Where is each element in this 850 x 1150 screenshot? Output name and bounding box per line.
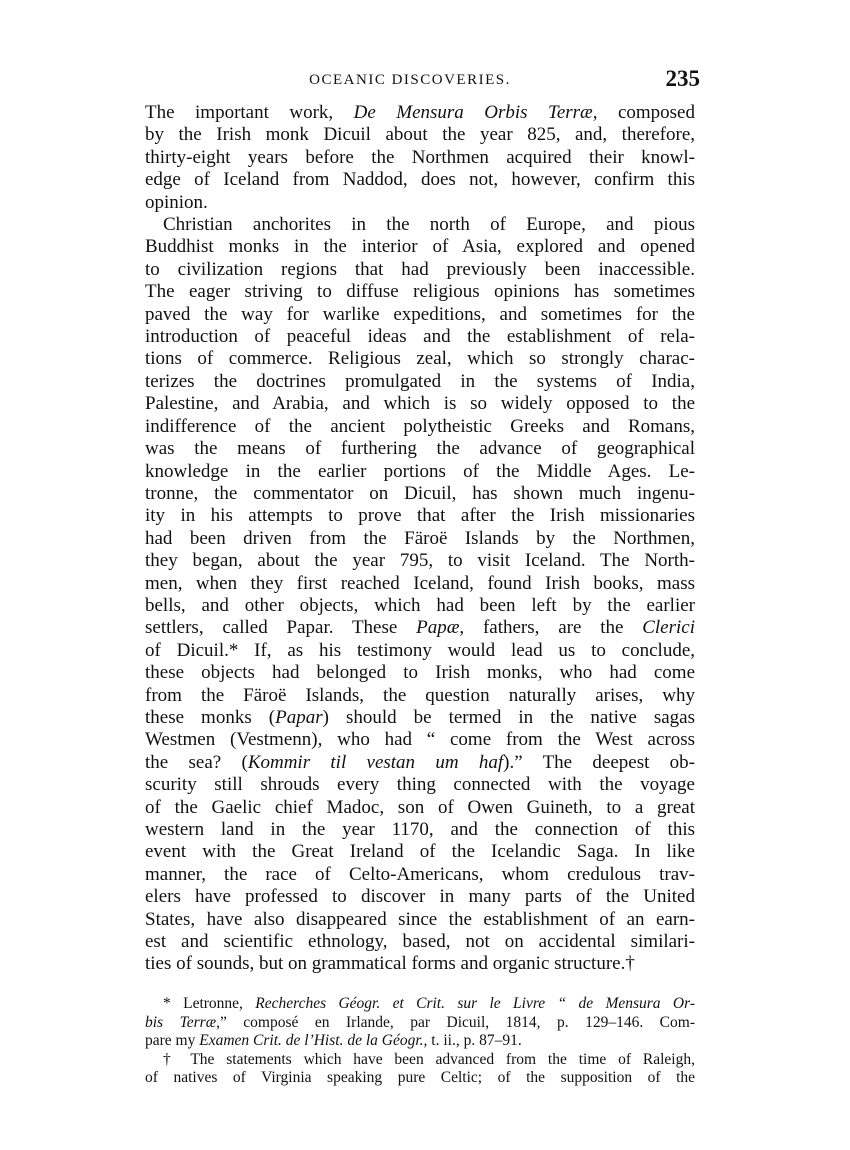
text-run: had been driven from the Färoë Islands by the Northmen, <box>145 527 695 549</box>
text-run: pare my <box>145 1032 200 1049</box>
body-line <box>145 685 695 707</box>
text-run: paved the way for warlike expeditions, and sometimes for the <box>145 303 695 325</box>
body-line <box>145 595 695 617</box>
body-line <box>145 752 695 774</box>
text-run: indifference of the ancient polytheistic Greeks and Romans, <box>145 415 695 437</box>
text-run: western land in the year 1170, and the connection of this <box>145 819 695 840</box>
body-line <box>145 124 695 146</box>
footnote-line <box>145 1014 695 1033</box>
running-title: OCEANIC DISCOVERIES. <box>309 72 511 88</box>
body-line <box>145 707 695 729</box>
text-run: knowledge in the earlier portions of the Middle Ages. Le- <box>145 460 695 482</box>
text-run: ties of sounds, but on grammatical forms and organic structure.† <box>145 953 635 975</box>
italic-text: De Mensura Orbis Terræ <box>353 102 593 123</box>
text-run: est and scientific ethnology, based, not on accidental similari- <box>145 931 695 953</box>
text-run: States, have also disappeared since the establishment of an earn- <box>145 908 695 930</box>
page-number: 235 <box>665 66 700 91</box>
body-line <box>145 102 695 124</box>
text-run: Westmen (Vestmenn), who had “ come from the West across <box>145 729 695 751</box>
text-run: The important work, <box>145 102 354 123</box>
body-line <box>145 259 695 281</box>
text-run: of the Gaelic chief Madoc, son of Owen Guineth, to a great <box>145 796 695 818</box>
text-run: the sea? ( <box>145 751 248 773</box>
italic-text: Clerici <box>642 617 695 639</box>
text-run: * Letronne, <box>163 995 256 1012</box>
italic-text: Papæ <box>416 617 460 639</box>
footnote-line <box>145 995 695 1014</box>
text-run: of natives of Virginia speaking pure Celtic; of the supposition of the <box>145 1069 695 1086</box>
text-run: bells, and other objects, which had been left by the earlier <box>145 594 695 616</box>
text-run: terizes the doctrines promulgated in the systems of India, <box>145 370 695 392</box>
body-line <box>145 214 695 236</box>
text-run: , t. ii., p. 87–91. <box>423 1032 522 1049</box>
body-line <box>145 617 695 639</box>
italic-text: Kommir til vestan um haf <box>247 751 504 773</box>
text-run: , composed <box>592 102 695 123</box>
text-run: Christian anchorites in the north of Europe, and pious <box>163 214 695 236</box>
body-line <box>145 528 695 550</box>
text-run: The eager striving to diffuse religious opinions has sometimes <box>145 281 695 303</box>
text-run: Palestine, and Arabia, and which is so widely opposed to the <box>145 393 695 415</box>
text-run: tronne, the commentator on Dicuil, has shown much ingenu- <box>145 482 695 504</box>
body-line <box>145 438 695 460</box>
text-run: was the means of furthering the advance of geographical <box>145 438 695 460</box>
text-run: opinion. <box>145 191 208 213</box>
body-line <box>145 886 695 908</box>
body-line <box>145 304 695 326</box>
footnote-line <box>145 1051 695 1070</box>
text-run: ).” The deepest ob- <box>503 751 695 773</box>
body-line <box>145 550 695 572</box>
body-line <box>145 864 695 886</box>
italic-text: Examen Crit. de l’Hist. de la Géogr. <box>199 1032 424 1049</box>
text-run: ity in his attempts to prove that after the Irish missionaries <box>145 505 695 527</box>
text-run: these monks ( <box>145 706 276 728</box>
footnote-line <box>145 1069 695 1088</box>
body-line <box>145 729 695 751</box>
text-run: Buddhist monks in the interior of Asia, explored and opened <box>145 236 695 258</box>
text-run: thirty-eight years before the Northmen acquired their knowl- <box>145 146 695 168</box>
text-run: settlers, called Papar. These <box>145 617 417 639</box>
text-run: men, when they first reached Iceland, found Irish books, mass <box>145 572 695 594</box>
body-line <box>145 640 695 662</box>
body-line <box>145 483 695 505</box>
body-text <box>145 102 695 976</box>
text-run: these objects had belonged to Irish monks, who had come <box>145 662 695 684</box>
body-line <box>145 841 695 863</box>
text-run: elers have professed to discover in many parts of the United <box>145 886 695 908</box>
body-line <box>145 797 695 819</box>
body-line <box>145 909 695 931</box>
body-line <box>145 505 695 527</box>
text-run: tions of commerce. Religious zeal, which so strongly charac- <box>145 348 695 370</box>
text-run: manner, the race of Celto-Americans, whom credulous trav- <box>145 863 695 885</box>
body-line <box>145 393 695 415</box>
body-line <box>145 416 695 438</box>
text-run: , fathers, are the <box>459 617 643 639</box>
footnote-line <box>145 1032 695 1051</box>
body-line <box>145 371 695 393</box>
text-run: scurity still shrouds every thing connected with the voyage <box>145 774 695 796</box>
text-run: to civilization regions that had previously been inaccessible. <box>145 258 695 280</box>
body-line <box>145 573 695 595</box>
body-line <box>145 348 695 370</box>
italic-text: bis Terræ <box>145 1013 217 1031</box>
text-run: † The statements which have been advanced from the time of Raleigh, <box>163 1050 695 1068</box>
body-line <box>145 774 695 796</box>
body-line <box>145 931 695 953</box>
body-line <box>145 326 695 348</box>
text-run: introduction of peaceful ideas and the establishment of rela- <box>145 326 695 348</box>
text-run: ,” composé en Irlande, par Dicuil, 1814, p. 129–146. Com- <box>216 1013 695 1031</box>
body-line <box>145 662 695 684</box>
text-run: edge of Iceland from Naddod, does not, however, confirm this <box>145 169 695 191</box>
text-run: of Dicuil.* If, as his testimony would lead us to conclude, <box>145 639 695 661</box>
running-head <box>120 66 700 96</box>
italic-text: Papar <box>275 706 323 728</box>
body-line <box>145 169 695 191</box>
italic-text: Recherches Géogr. et Crit. sur le Livre “ de Mensura Or- <box>255 995 695 1012</box>
text-run: they began, about the year 795, to visit Iceland. The North- <box>145 550 695 572</box>
body-line <box>145 819 695 841</box>
body-line <box>145 953 695 975</box>
body-line <box>145 281 695 303</box>
text-run: ) should be termed in the native sagas <box>322 706 695 728</box>
body-line <box>145 147 695 169</box>
text-run: from the Färoë Islands, the question naturally arises, why <box>145 684 695 706</box>
body-line <box>145 236 695 258</box>
body-line <box>145 192 695 214</box>
footnotes <box>145 995 695 1088</box>
text-run: event with the Great Ireland of the Icelandic Saga. In like <box>145 841 695 863</box>
text-run: by the Irish monk Dicuil about the year 825, and, therefore, <box>145 124 695 146</box>
body-line <box>145 461 695 483</box>
